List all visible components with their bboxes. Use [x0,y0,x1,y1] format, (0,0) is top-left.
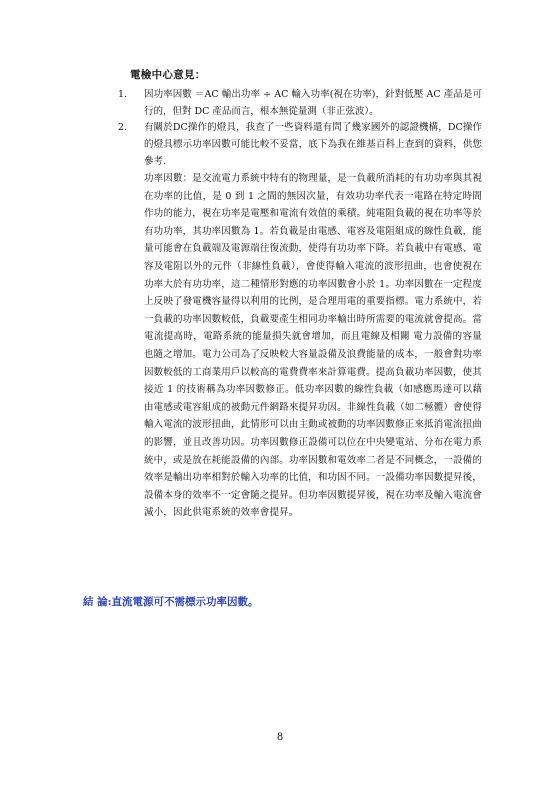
conclusion: 結 論:直流電源可不需標示功率因數。 [83,596,259,608]
list-item-number: 1. [118,89,128,100]
section-heading: 電檢中心意見： [130,69,206,81]
list-item-number: 2. [118,122,128,133]
power-factor-explanation: 功率因數：是交流電力系統中特有的物理量，是一負載所消耗的有功功率與其視在功率的比值，是 0 到 1 之間的無因次量，有效功功率代表一電路在特定時間作功的能力，視在功率是電壓和電流有效值的乘積。純電阻負載的視在功率等於有功功率，其功率因數為 1。若負載是由電感、電容及電阻組成的線性負載，能量可能會在負載端及電源端往復流動，使得有功功率下降。若負載中有電感、電容及電阻以外的元件（非線性負載），會使得輸入電流的波形扭曲，也會使視在功率大於有功功率，這二種情形對應的功率因數會小於 1。功率因數在一定程度上反映了發電機容量得以利用的比例，是合理用電的重要指標。電力系統中，若一負載的功率因數較低，負載要產生相同功率輸出時所需要的電流就會提高。當電流提高時，電路系統的能量損失就會增加，而且電線及相關 電力設備的容量也隨之增加。電力公司為了反映較大容量設備及浪費能量的成本，一般會對功率因數較低的工商業用戶以較高的電費費率來計算電費。提高負載功率因數，使其接近 1 的技術稱為功率因數修正。低功率因數的線性負載（如感應馬達可以藉由電感或電容組成的被動元件網路來提昇功因。非線性負載（如二極體）會使得輸入電流的波形扭曲，此情形可以由主動或被動的功率因數修正來抵消電流扭曲的影響，並且改善功因。功率因數修正設備可以位在中央變電站、分布在電力系統中，或是放在耗能設備的內部。功率因數和電效率二者是不同概念，一設備的效率是輸出功率相對於輸入功率的比值，和功因不同。一設備功率因數提昇後，設備本身的效率不一定會隨之提昇。但功率因數提昇後，視在功率及輸入電流會減小，因此供電系統的效率會提昇。 [144,173,482,519]
list-item-text: 因功率因數 ＝AC 輸出功率 ÷ AC 輸入功率(視在功率)，針對低壓 AC 產品是可行的，但對 DC 產品而言，根本無從量測（非正弦波）。 [144,89,482,117]
page-number: 8 [276,732,284,743]
list-item-text: 有關於DC操作的燈具，我查了一些資料還有問了幾家國外的認證機構，DC操作的燈具標示功率因數可能比較不妥當，底下為我在維基百科上查到的資料，供您參考. [144,122,482,167]
